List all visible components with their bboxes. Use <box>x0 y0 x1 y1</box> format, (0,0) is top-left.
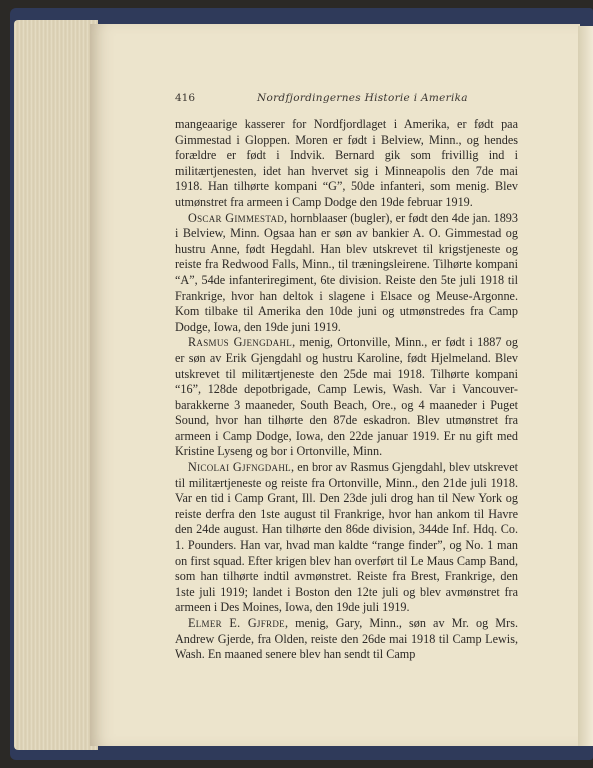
paragraph-text: mangeaarige kasserer for Nordfjordlaget i Amerika, er født paa Gimmestad i Gloppen. Moren er født i Belview, Minn., og hendes forældre er født i Indvik. Bernard gik som frivillig ind i militærtjenesten, idet han hvervet sig i Minneapolis den 7de mai 1918. Han tilhørte kompani “G”, 50de infanteri, som menig. Blev utmønstret fra armeen i Camp Dodge den 19de februar 1919. <box>175 117 518 209</box>
paragraph-text: , hornblaaser (bugler), er født den 4de jan. 1893 i Belview, Minn. Ogsaa han er søn av bankier A. O. Gimmestad og hustru Anne, født Hegdahl. Han blev utskrevet til krigstjeneste og reiste fra Redwood Falls, Minn., til træningsleirene. Tilhørte kompani “A”, 54de infanteriregiment, 6te division. Reiste den 5te juli 1918 til Frankrige, hvor han deltok i slagene i Elsace og Meuse-Argonne. Kom tilbake til Amerika den 10de juni og utmønstredes fra Camp Dodge, Iowa, den 19de juni 1919. <box>175 210 518 334</box>
page-edges <box>14 20 98 750</box>
running-head: Nordfjordingernes Historie i Amerika <box>257 92 468 104</box>
person-name: Rasmus Gjengdahl <box>188 335 293 350</box>
person-name: Nicolai Gjfngdahl <box>188 460 291 475</box>
next-page-edge <box>578 26 593 746</box>
person-name: Elmer E. Gjfrde <box>188 616 285 630</box>
paragraph <box>175 335 518 460</box>
paragraph <box>175 616 518 663</box>
body-text <box>175 117 518 663</box>
paragraph <box>175 211 518 336</box>
page-header <box>175 92 505 108</box>
person-name: Oscar Gimmestad <box>188 210 285 225</box>
paragraph-text: , menig, Gary, Minn., søn av Mr. og Mrs. Andrew Gjerde, fra Olden, reiste den 26de mai 1918 til Camp Lewis, Wash. En maaned senere blev han sendt til Camp <box>175 616 518 662</box>
paragraph <box>175 460 518 616</box>
paragraph-text: , en bror av Rasmus Gjengdahl, blev utskrevet til militærtjeneste og reiste fra Ortonville, Minn., den 21de juli 1918. Var en tid i Camp Grant, Ill. Den 23de juli drog han til New York og reiste derfra den 1ste august til Frankrige, hvor han ankom til Havre den 24de august. Han tilhørte den 86de division, 344de Inf. Hdq. Co. 1. Pounders. Han var, hvad man kaldte “range finder”, og No. 1 man on first squad. Efter krigen blev han overført til Le Maus Camp Band, som han tilhørte indtil avmønstret. Reiste fra Brest, Frankrige, den 1ste juli 1919; landet i Boston den 12te juli og blev avmønstret fra armeen i Des Moines, Iowa, den 19de juli 1919. <box>175 460 518 615</box>
paragraph-text: , menig, Ortonville, Minn., er født i 1887 og er søn av Erik Gjengdahl og hustru Karoline, født Hjelmeland. Blev utskrevet til militærtjeneste den 25de mai 1918. Tilhørte kompani “16”, 128de depotbrigade, Camp Lewis, Wash. Var i Vancouver-barakkerne 3 maaneder, South Beach, Ore., og 4 maaneder i Puget Sound, hvor han tilhørte den 87de eskadron. Blev utmønstret fra armeen i Camp Dodge, Iowa, den 22de januar 1919. Er nu gift med Kristine Lyseng og bor i Ortonville, Minn. <box>175 335 518 459</box>
page-number: 416 <box>175 92 196 104</box>
paragraph <box>175 117 518 211</box>
